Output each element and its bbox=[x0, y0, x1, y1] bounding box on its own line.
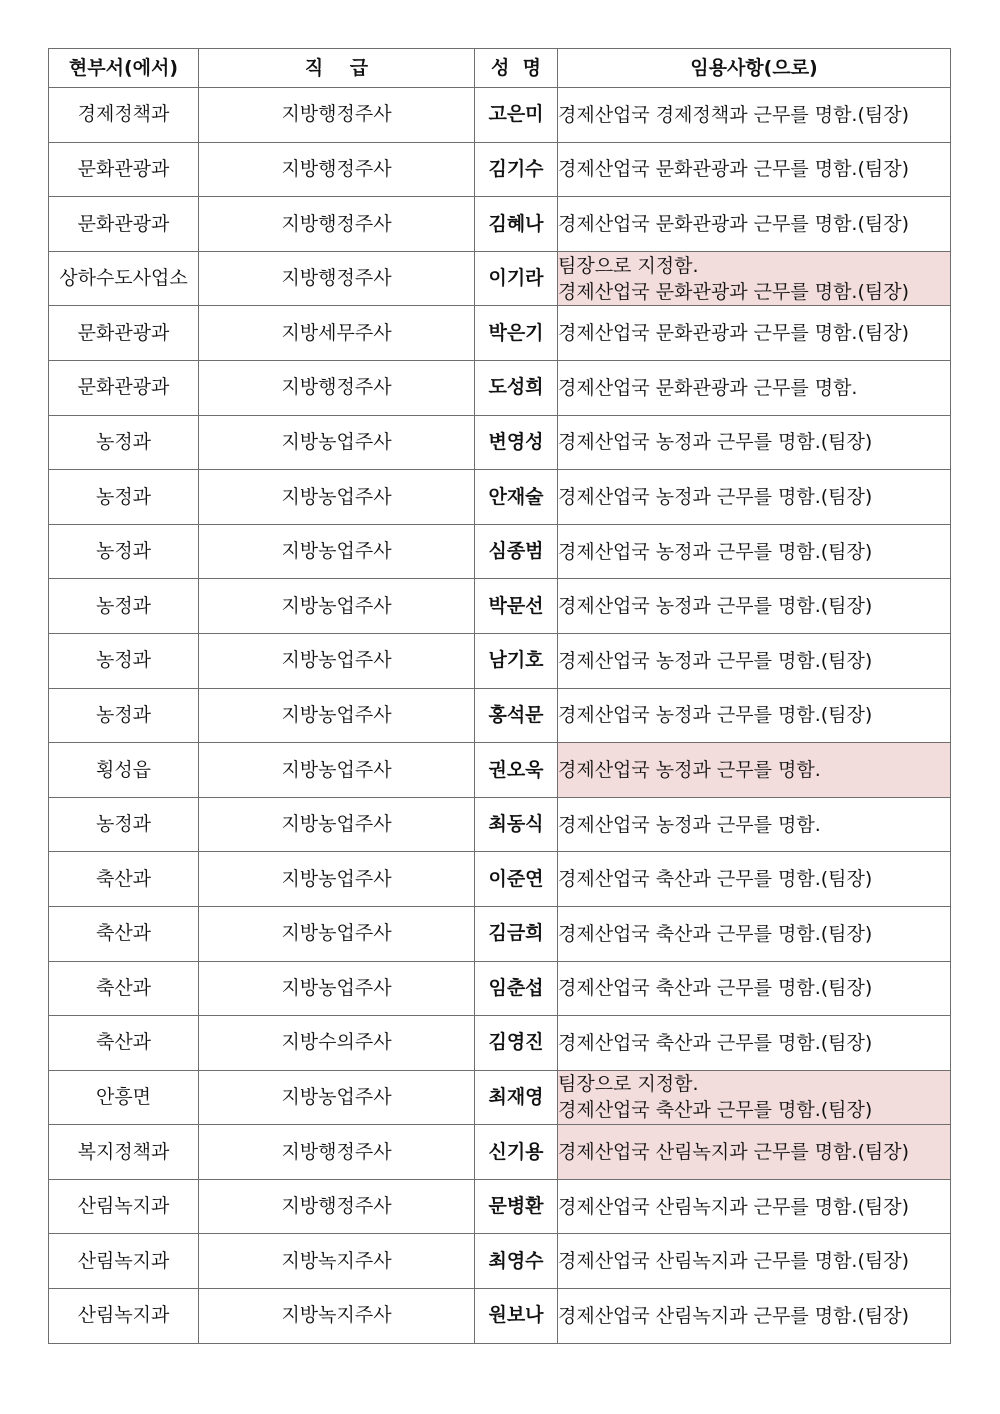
from-dept-cell: 상하수도사업소 bbox=[49, 251, 199, 306]
order-cell bbox=[558, 415, 951, 470]
order-cell bbox=[558, 306, 951, 361]
name-cell: 최영수 bbox=[475, 1234, 558, 1289]
from-dept-cell: 산림녹지과 bbox=[49, 1289, 199, 1344]
order-line: 경제산업국 농정과 근무를 명함. bbox=[558, 813, 821, 836]
from-dept-cell: 농정과 bbox=[49, 797, 199, 852]
table-row bbox=[49, 1234, 951, 1289]
order-line: 경제산업국 농정과 근무를 명함.(팀장) bbox=[558, 431, 873, 454]
order-line: 경제산업국 경제정책과 근무를 명함.(팀장) bbox=[558, 103, 910, 126]
table-row bbox=[49, 1070, 951, 1125]
name-cell: 고은미 bbox=[475, 88, 558, 143]
name-cell: 홍석문 bbox=[475, 688, 558, 743]
from-dept-cell: 농정과 bbox=[49, 470, 199, 525]
appointment-table bbox=[48, 48, 951, 1344]
table-row bbox=[49, 88, 951, 143]
grade-cell: 지방농업주사 bbox=[199, 797, 475, 852]
table-header bbox=[49, 49, 951, 88]
name-cell: 박문선 bbox=[475, 579, 558, 634]
order-cell bbox=[558, 688, 951, 743]
order-cell bbox=[558, 797, 951, 852]
table-row bbox=[49, 142, 951, 197]
order-line: 경제산업국 축산과 근무를 명함.(팀장) bbox=[558, 977, 873, 1000]
table-body bbox=[49, 88, 951, 1344]
order-cell bbox=[558, 579, 951, 634]
grade-cell: 지방농업주사 bbox=[199, 524, 475, 579]
header-grade: 직 급 bbox=[199, 49, 475, 88]
table-row bbox=[49, 961, 951, 1016]
order-cell bbox=[558, 633, 951, 688]
table-row bbox=[49, 579, 951, 634]
order-cell bbox=[558, 906, 951, 961]
from-dept-cell: 농정과 bbox=[49, 415, 199, 470]
order-line: 경제산업국 농정과 근무를 명함. bbox=[558, 758, 821, 781]
order-line: 경제산업국 산림녹지과 근무를 명함.(팀장) bbox=[558, 1141, 910, 1164]
order-cell bbox=[558, 360, 951, 415]
table-row bbox=[49, 197, 951, 252]
name-cell: 도성희 bbox=[475, 360, 558, 415]
order-cell bbox=[558, 1016, 951, 1071]
table-row bbox=[49, 906, 951, 961]
order-line: 경제산업국 농정과 근무를 명함.(팀장) bbox=[558, 595, 873, 618]
from-dept-cell: 산림녹지과 bbox=[49, 1234, 199, 1289]
order-line: 경제산업국 문화관광과 근무를 명함.(팀장) bbox=[558, 158, 910, 181]
name-cell: 변영성 bbox=[475, 415, 558, 470]
table-row bbox=[49, 633, 951, 688]
order-line: 경제산업국 축산과 근무를 명함.(팀장) bbox=[558, 1031, 873, 1054]
order-line: 경제산업국 농정과 근무를 명함.(팀장) bbox=[558, 485, 873, 508]
from-dept-cell: 산림녹지과 bbox=[49, 1179, 199, 1234]
from-dept-cell: 문화관광과 bbox=[49, 197, 199, 252]
grade-cell: 지방수의주사 bbox=[199, 1016, 475, 1071]
order-line: 경제산업국 농정과 근무를 명함.(팀장) bbox=[558, 649, 873, 672]
order-line: 경제산업국 문화관광과 근무를 명함. bbox=[558, 376, 858, 399]
table-row bbox=[49, 688, 951, 743]
name-cell: 안재술 bbox=[475, 470, 558, 525]
name-cell: 최재영 bbox=[475, 1070, 558, 1125]
order-line: 경제산업국 산림녹지과 근무를 명함.(팀장) bbox=[558, 1250, 910, 1273]
grade-cell: 지방녹지주사 bbox=[199, 1289, 475, 1344]
name-cell: 원보나 bbox=[475, 1289, 558, 1344]
table-row bbox=[49, 797, 951, 852]
name-cell: 임춘섭 bbox=[475, 961, 558, 1016]
order-line: 경제산업국 산림녹지과 근무를 명함.(팀장) bbox=[558, 1304, 910, 1327]
grade-cell: 지방녹지주사 bbox=[199, 1234, 475, 1289]
grade-cell: 지방행정주사 bbox=[199, 251, 475, 306]
table-row bbox=[49, 1179, 951, 1234]
name-cell: 이준연 bbox=[475, 852, 558, 907]
order-cell bbox=[558, 88, 951, 143]
header-row bbox=[49, 49, 951, 88]
grade-cell: 지방농업주사 bbox=[199, 415, 475, 470]
name-cell: 최동식 bbox=[475, 797, 558, 852]
order-cell bbox=[558, 1289, 951, 1344]
order-line: 경제산업국 축산과 근무를 명함.(팀장) bbox=[558, 1099, 873, 1122]
grade-cell: 지방농업주사 bbox=[199, 1070, 475, 1125]
from-dept-cell: 농정과 bbox=[49, 524, 199, 579]
from-dept-cell: 농정과 bbox=[49, 579, 199, 634]
order-line: 경제산업국 축산과 근무를 명함.(팀장) bbox=[558, 922, 873, 945]
order-line: 팀장으로 지정함. bbox=[558, 254, 699, 277]
from-dept-cell: 농정과 bbox=[49, 688, 199, 743]
order-cell bbox=[558, 524, 951, 579]
grade-cell: 지방농업주사 bbox=[199, 633, 475, 688]
order-cell bbox=[558, 197, 951, 252]
table-row bbox=[49, 1125, 951, 1180]
from-dept-cell: 축산과 bbox=[49, 1016, 199, 1071]
table-row bbox=[49, 852, 951, 907]
from-dept-cell: 축산과 bbox=[49, 906, 199, 961]
grade-cell: 지방농업주사 bbox=[199, 961, 475, 1016]
from-dept-cell: 문화관광과 bbox=[49, 360, 199, 415]
header-from-dept: 현부서(에서) bbox=[49, 49, 199, 88]
table-row bbox=[49, 524, 951, 579]
table-row bbox=[49, 1289, 951, 1344]
name-cell: 권오욱 bbox=[475, 743, 558, 798]
from-dept-cell: 농정과 bbox=[49, 633, 199, 688]
from-dept-cell: 문화관광과 bbox=[49, 142, 199, 197]
order-line: 경제산업국 농정과 근무를 명함.(팀장) bbox=[558, 540, 873, 563]
from-dept-cell: 축산과 bbox=[49, 852, 199, 907]
table-row bbox=[49, 743, 951, 798]
order-cell bbox=[558, 1070, 951, 1125]
order-cell bbox=[558, 251, 951, 306]
name-cell: 이기라 bbox=[475, 251, 558, 306]
from-dept-cell: 축산과 bbox=[49, 961, 199, 1016]
table-row bbox=[49, 1016, 951, 1071]
order-line: 팀장으로 지정함. bbox=[558, 1073, 699, 1096]
name-cell: 김영진 bbox=[475, 1016, 558, 1071]
order-line: 경제산업국 산림녹지과 근무를 명함.(팀장) bbox=[558, 1195, 910, 1218]
grade-cell: 지방농업주사 bbox=[199, 852, 475, 907]
grade-cell: 지방행정주사 bbox=[199, 1125, 475, 1180]
from-dept-cell: 문화관광과 bbox=[49, 306, 199, 361]
from-dept-cell: 횡성읍 bbox=[49, 743, 199, 798]
from-dept-cell: 복지정책과 bbox=[49, 1125, 199, 1180]
order-cell bbox=[558, 961, 951, 1016]
grade-cell: 지방행정주사 bbox=[199, 360, 475, 415]
order-cell bbox=[558, 852, 951, 907]
order-line: 경제산업국 문화관광과 근무를 명함.(팀장) bbox=[558, 212, 910, 235]
grade-cell: 지방농업주사 bbox=[199, 579, 475, 634]
order-line: 경제산업국 문화관광과 근무를 명함.(팀장) bbox=[558, 322, 910, 345]
table-row bbox=[49, 306, 951, 361]
name-cell: 김혜나 bbox=[475, 197, 558, 252]
order-line: 경제산업국 축산과 근무를 명함.(팀장) bbox=[558, 868, 873, 891]
order-line: 경제산업국 농정과 근무를 명함.(팀장) bbox=[558, 704, 873, 727]
order-line: 경제산업국 문화관광과 근무를 명함.(팀장) bbox=[558, 280, 910, 303]
from-dept-cell: 경제정책과 bbox=[49, 88, 199, 143]
grade-cell: 지방행정주사 bbox=[199, 88, 475, 143]
table-row bbox=[49, 415, 951, 470]
grade-cell: 지방농업주사 bbox=[199, 470, 475, 525]
name-cell: 문병환 bbox=[475, 1179, 558, 1234]
table-row bbox=[49, 360, 951, 415]
grade-cell: 지방농업주사 bbox=[199, 688, 475, 743]
order-cell bbox=[558, 1234, 951, 1289]
grade-cell: 지방행정주사 bbox=[199, 1179, 475, 1234]
grade-cell: 지방행정주사 bbox=[199, 197, 475, 252]
header-order: 임용사항(으로) bbox=[558, 49, 951, 88]
grade-cell: 지방세무주사 bbox=[199, 306, 475, 361]
from-dept-cell: 안흥면 bbox=[49, 1070, 199, 1125]
grade-cell: 지방농업주사 bbox=[199, 906, 475, 961]
order-cell bbox=[558, 1179, 951, 1234]
name-cell: 신기용 bbox=[475, 1125, 558, 1180]
header-name: 성 명 bbox=[475, 49, 558, 88]
name-cell: 박은기 bbox=[475, 306, 558, 361]
order-cell bbox=[558, 142, 951, 197]
name-cell: 남기호 bbox=[475, 633, 558, 688]
name-cell: 김기수 bbox=[475, 142, 558, 197]
table-row bbox=[49, 470, 951, 525]
order-cell bbox=[558, 743, 951, 798]
grade-cell: 지방농업주사 bbox=[199, 743, 475, 798]
table-row bbox=[49, 251, 951, 306]
order-cell bbox=[558, 1125, 951, 1180]
grade-cell: 지방행정주사 bbox=[199, 142, 475, 197]
name-cell: 심종범 bbox=[475, 524, 558, 579]
name-cell: 김금희 bbox=[475, 906, 558, 961]
order-cell bbox=[558, 470, 951, 525]
